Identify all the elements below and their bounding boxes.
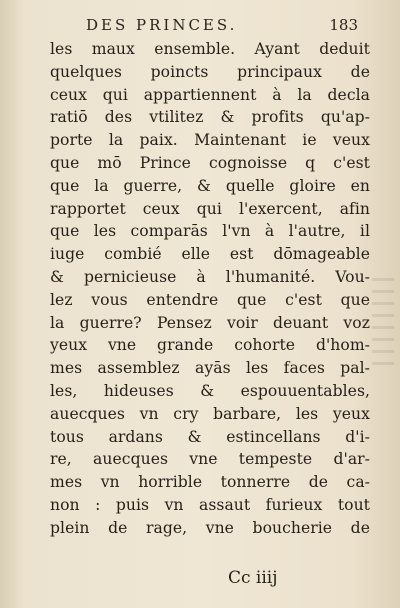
text-line: ceux qui appartiennent à la decla — [50, 85, 370, 104]
running-head: DES PRINCES. — [86, 16, 238, 34]
text-line: iuge combié elle est dōmageable — [50, 245, 370, 264]
text-line: mes assemblez ayās les faces pal- — [50, 359, 370, 378]
text-line: lez vous entendre que c'est que — [50, 290, 370, 309]
text-line: les, hideuses & espouuentables, — [50, 381, 370, 400]
text-line: que les comparās l'vn à l'autre, il — [50, 222, 370, 241]
show-through-text — [372, 278, 394, 368]
page-header — [58, 16, 358, 36]
text-line: non : puis vn assaut furieux tout — [50, 495, 370, 514]
text-line: mes vn horrible tonnerre de ca- — [50, 473, 370, 492]
text-line: re, auecques vne tempeste d'ar- — [50, 450, 370, 469]
text-line: plein de rage, vne boucherie de — [50, 518, 370, 537]
signature-mark: Cc iiij — [228, 568, 278, 588]
text-line: tous ardans & estincellans d'i- — [50, 427, 370, 446]
text-line: yeux vne grande cohorte d'hom- — [50, 336, 370, 355]
text-line: les maux ensemble. Ayant deduit — [50, 40, 370, 58]
page-number: 183 — [329, 16, 358, 34]
text-line: & pernicieuse à l'humanité. Vou- — [50, 267, 370, 286]
text-line: que la guerre, & quelle gloire en — [50, 176, 370, 195]
text-line: rapportet ceux qui l'exercent, afin — [50, 199, 370, 218]
text-line: que mō Prince cognoisse q c'est — [50, 153, 370, 172]
body-text — [50, 38, 370, 540]
text-line: porte la paix. Maintenant ie veux — [50, 131, 370, 150]
text-line: auecques vn cry barbare, les yeux — [50, 404, 370, 423]
text-line: ratiō des vtilitez & profits qu'ap- — [50, 108, 370, 127]
text-line: la guerre? Pensez voir deuant voz — [50, 313, 370, 332]
text-line: quelques poincts principaux de — [50, 62, 370, 81]
